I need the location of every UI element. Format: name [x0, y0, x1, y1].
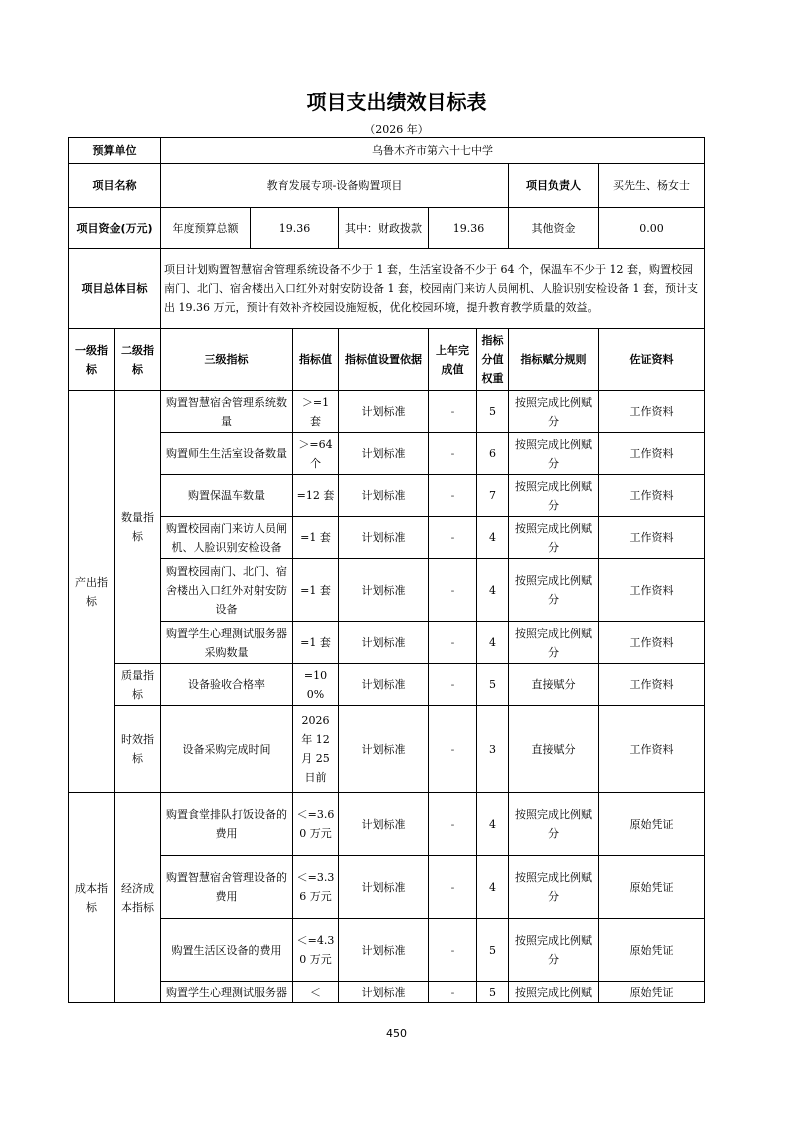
indicator-evidence: 工作资料 — [599, 622, 705, 664]
indicator-weight: 7 — [477, 475, 509, 517]
indicator-evidence: 工作资料 — [599, 664, 705, 706]
year-label: （2026 年） — [364, 123, 429, 136]
group-quality: 质量指标 — [115, 664, 161, 706]
project-leader-value: 买先生、杨女士 — [599, 164, 705, 208]
indicator-weight: 5 — [477, 391, 509, 433]
indicator-rule: 按照完成比例赋分 — [509, 622, 599, 664]
performance-table — [68, 137, 705, 1003]
indicator-evidence: 工作资料 — [599, 517, 705, 559]
indicator-last-year: - — [429, 559, 477, 622]
indicator-rule: 按照完成比例赋分 — [509, 856, 599, 919]
indicator-name: 购置食堂排队打饭设备的费用 — [161, 793, 293, 856]
indicator-name: 购置保温车数量 — [161, 475, 293, 517]
indicator-basis: 计划标准 — [339, 622, 429, 664]
fiscal-label: 其中：财政拨款 — [339, 208, 429, 249]
indicator-name: 设备验收合格率 — [161, 664, 293, 706]
indicator-basis: 计划标准 — [339, 559, 429, 622]
group-quantity: 数量指标 — [115, 391, 161, 664]
indicator-basis: 计划标准 — [339, 856, 429, 919]
indicator-value: ＜=3.60 万元 — [293, 793, 339, 856]
fiscal-value: 19.36 — [429, 208, 509, 249]
indicator-basis: 计划标准 — [339, 475, 429, 517]
indicator-weight: 6 — [477, 433, 509, 475]
header-l1: 一级指标 — [69, 329, 115, 391]
indicator-weight: 4 — [477, 559, 509, 622]
indicator-evidence: 工作资料 — [599, 559, 705, 622]
indicator-weight: 4 — [477, 517, 509, 559]
table-row — [69, 391, 705, 433]
indicator-last-year: - — [429, 475, 477, 517]
budget-unit-value: 乌鲁木齐市第六十七中学 — [161, 138, 705, 164]
indicator-evidence: 工作资料 — [599, 706, 705, 793]
indicator-name: 购置智慧宿舍管理系统数量 — [161, 391, 293, 433]
indicator-last-year: - — [429, 433, 477, 475]
indicator-evidence: 原始凭证 — [599, 982, 705, 1003]
indicator-last-year: - — [429, 706, 477, 793]
header-rule: 指标赋分规则 — [509, 329, 599, 391]
indicator-last-year: - — [429, 919, 477, 982]
indicator-evidence: 工作资料 — [599, 475, 705, 517]
indicator-last-year: - — [429, 793, 477, 856]
indicator-value: ＜=3.36 万元 — [293, 856, 339, 919]
overall-goal-text: 项目计划购置智慧宿舍管理系统设备不少于 1 套，生活室设备不少于 64 个，保温车不少于 12 套，购置校园南门、北门、宿舍楼出入口红外对射安防设备 1 套，校园南门来访人员闸机、人脸识别安检设备 1 套，预计支出 19.36 万元，预计有效补齐校园设施短板，优化校园环境，提升教育教学质量的效益。 — [161, 249, 705, 329]
project-leader-label: 项目负责人 — [509, 164, 599, 208]
indicator-name: 购置学生心理测试服务器 — [161, 982, 293, 1003]
indicator-basis: 计划标准 — [339, 919, 429, 982]
indicator-rule: 按照完成比例赋分 — [509, 517, 599, 559]
group-output: 产出指标 — [69, 391, 115, 793]
indicator-basis: 计划标准 — [339, 664, 429, 706]
indicator-rule: 按照完成比例赋分 — [509, 919, 599, 982]
table-row — [69, 475, 705, 517]
indicator-evidence: 原始凭证 — [599, 919, 705, 982]
indicator-weight: 4 — [477, 622, 509, 664]
indicator-weight: 5 — [477, 919, 509, 982]
indicator-value: ＜ — [293, 982, 339, 1003]
group-timeliness: 时效指标 — [115, 706, 161, 793]
header-last-year: 上年完成值 — [429, 329, 477, 391]
indicator-rule: 按照完成比例赋分 — [509, 475, 599, 517]
overall-goal-label: 项目总体目标 — [69, 249, 161, 329]
indicator-basis: 计划标准 — [339, 391, 429, 433]
indicator-value: =1 套 — [293, 559, 339, 622]
page-title: 项目支出绩效目标表 — [306, 90, 487, 114]
indicator-value: 2026 年 12 月 25 日前 — [293, 706, 339, 793]
indicator-rule: 直接赋分 — [509, 706, 599, 793]
indicator-weight: 5 — [477, 982, 509, 1003]
indicator-evidence: 原始凭证 — [599, 793, 705, 856]
indicator-value: =1 套 — [293, 517, 339, 559]
table-row — [69, 919, 705, 982]
table-row — [69, 622, 705, 664]
indicator-weight: 4 — [477, 856, 509, 919]
indicator-basis: 计划标准 — [339, 433, 429, 475]
indicator-value: ＞=1 套 — [293, 391, 339, 433]
table-row — [69, 664, 705, 706]
indicator-value: ＜=4.30 万元 — [293, 919, 339, 982]
table-row — [69, 559, 705, 622]
table-row — [69, 982, 705, 1003]
indicator-evidence: 工作资料 — [599, 391, 705, 433]
indicator-last-year: - — [429, 622, 477, 664]
indicator-weight: 4 — [477, 793, 509, 856]
indicator-name: 购置生活区设备的费用 — [161, 919, 293, 982]
page-number: 450 — [386, 1027, 407, 1040]
budget-unit-label: 预算单位 — [69, 138, 161, 164]
indicator-name: 购置师生生活室设备数量 — [161, 433, 293, 475]
table-row — [69, 517, 705, 559]
indicator-basis: 计划标准 — [339, 982, 429, 1003]
header-evidence: 佐证资料 — [599, 329, 705, 391]
indicator-rule: 直接赋分 — [509, 664, 599, 706]
indicator-name: 购置校园南门、北门、宿舍楼出入口红外对射安防设备 — [161, 559, 293, 622]
indicator-rule: 按照完成比例赋 — [509, 982, 599, 1003]
header-l3: 三级指标 — [161, 329, 293, 391]
indicator-basis: 计划标准 — [339, 793, 429, 856]
table-row — [69, 793, 705, 856]
indicator-last-year: - — [429, 517, 477, 559]
indicator-rule: 按照完成比例赋分 — [509, 391, 599, 433]
indicator-rule: 按照完成比例赋分 — [509, 793, 599, 856]
indicator-name: 购置校园南门来访人员闸机、人脸识别安检设备 — [161, 517, 293, 559]
indicator-evidence: 工作资料 — [599, 433, 705, 475]
header-weight: 指标分值权重 — [477, 329, 509, 391]
indicator-name: 设备采购完成时间 — [161, 706, 293, 793]
indicator-name: 购置学生心理测试服务器采购数量 — [161, 622, 293, 664]
project-name-label: 项目名称 — [69, 164, 161, 208]
indicator-basis: 计划标准 — [339, 706, 429, 793]
project-name-value: 教育发展专项-设备购置项目 — [161, 164, 509, 208]
other-funds-value: 0.00 — [599, 208, 705, 249]
other-funds-label: 其他资金 — [509, 208, 599, 249]
header-l2: 二级指标 — [115, 329, 161, 391]
indicator-last-year: - — [429, 391, 477, 433]
group-economic-cost: 经济成本指标 — [115, 793, 161, 1003]
annual-budget-value: 19.36 — [251, 208, 339, 249]
indicator-name: 购置智慧宿舍管理设备的费用 — [161, 856, 293, 919]
indicator-last-year: - — [429, 982, 477, 1003]
indicator-value: =100% — [293, 664, 339, 706]
indicator-rule: 按照完成比例赋分 — [509, 559, 599, 622]
project-funds-label: 项目资金(万元) — [69, 208, 161, 249]
indicator-value: ＞=64 个 — [293, 433, 339, 475]
table-row — [69, 856, 705, 919]
indicator-value: =1 套 — [293, 622, 339, 664]
indicator-last-year: - — [429, 664, 477, 706]
table-row — [69, 706, 705, 793]
group-cost: 成本指标 — [69, 793, 115, 1003]
indicator-weight: 5 — [477, 664, 509, 706]
annual-budget-label: 年度预算总额 — [161, 208, 251, 249]
header-basis: 指标值设置依据 — [339, 329, 429, 391]
indicator-rule: 按照完成比例赋分 — [509, 433, 599, 475]
table-row — [69, 433, 705, 475]
indicator-value: =12 套 — [293, 475, 339, 517]
indicator-basis: 计划标准 — [339, 517, 429, 559]
header-value: 指标值 — [293, 329, 339, 391]
indicator-last-year: - — [429, 856, 477, 919]
indicator-evidence: 原始凭证 — [599, 856, 705, 919]
indicator-weight: 3 — [477, 706, 509, 793]
